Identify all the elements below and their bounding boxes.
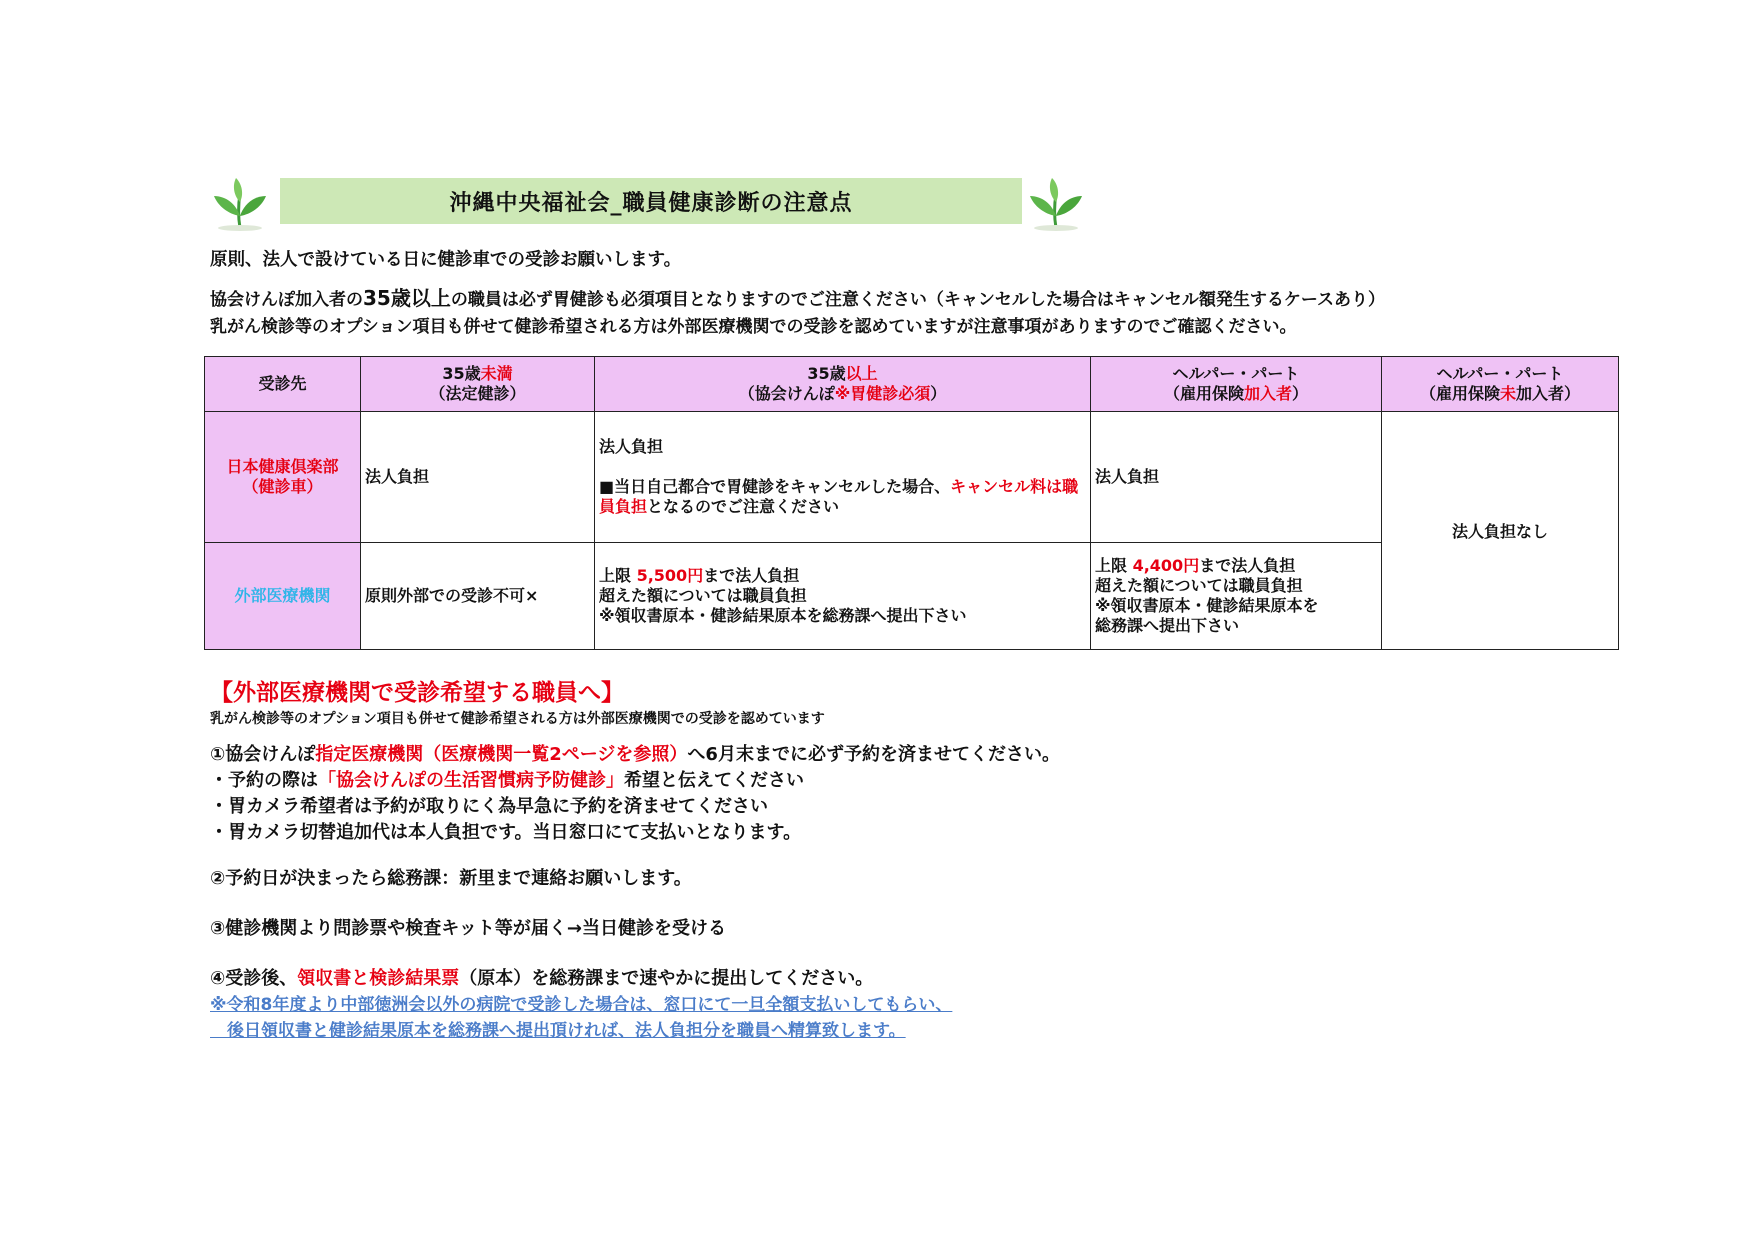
reimbursement-note-1: ※令和8年度より中部徳洲会以外の病院で受診した場合は、窓口にて一旦全額支払いしてもらい、 (210, 995, 953, 1015)
intro-line-1: 原則、法人で設けている日に健診車での受診お願いします。 (210, 250, 682, 270)
cell-over-35-club: 法人負担 ■当日自己都合で胃健診をキャンセルした場合、キャンセル料は職員負担となるのでご注意ください (595, 412, 1091, 543)
cell-over-35-external: 上限 5,500円まで法人負担 超えた額については職員負担 ※領収書原本・健診結果原本を総務課へ提出下さい (595, 543, 1091, 650)
step-4: ④受診後、領収書と検診結果票（原本）を総務課まで速やかに提出してください。 ※令和8年度より中部徳洲会以外の病院で受診した場合は、窓口にて一旦全額支払いしてもらい、 後日領収書と健診結果原本を総務課へ提出頂ければ、法人負担分を職員へ精算致します。 (210, 966, 952, 1044)
step-1: ①協会けんぽ指定医療機関（医療機関一覧2ページを参照）へ6月末までに必ず予約を済ませてください。 ・予約の際は「協会けんぽの生活習慣病予防健診」希望と伝えてください ・胃カメラ希望者は予約が取りにく為早急に予約を済ませてください ・胃カメラ切替追加代は本人負担です。当日窓口にて支払いとなります。 (210, 744, 1060, 843)
cell-under-35-external: 原則外部での受診不可× (361, 543, 595, 650)
plant-leaves-icon (208, 176, 272, 232)
plant-leaves-icon (1024, 176, 1088, 232)
section-note: 乳がん検診等のオプション項目も併せて健診希望される方は外部医療機関での受診を認めています (210, 711, 825, 727)
checkup-table (204, 356, 1619, 650)
col-over-35: 35歳以上 （協会けんぽ※胃健診必須） (595, 357, 1091, 412)
table-row (205, 412, 1619, 543)
cell-helper-insured-external: 上限 4,400円まで法人負担 超えた額については職員負担 ※領収書原本・健診結果原本を 総務課へ提出下さい (1091, 543, 1382, 650)
cell-helper-insured-club: 法人負担 (1091, 412, 1382, 543)
step-2: ②予約日が決まったら総務課：新里まで連絡お願いします。 (210, 868, 692, 889)
reimbursement-note-2: 後日領収書と健診結果原本を総務課へ提出頂ければ、法人負担分を職員へ精算致します。 (210, 1021, 906, 1041)
table-header-row (205, 357, 1619, 412)
col-helper-uninsured: ヘルパー・パート （雇用保険未加入者） (1382, 357, 1619, 412)
intro-line-2: 協会けんぽ加入者の35歳以上の職員は必ず胃健診も必須項目となりますのでご注意ください（キャンセルした場合はキャンセル額発生するケースあり） (210, 286, 1385, 310)
col-under-35: 35歳未満 （法定健診） (361, 357, 595, 412)
cell-under-35-club: 法人負担 (361, 412, 595, 543)
section-heading: 【外部医療機関で受診希望する職員へ】 (210, 680, 624, 706)
cell-helper-uninsured: 法人負担なし (1382, 412, 1619, 650)
col-helper-insured: ヘルパー・パート （雇用保険加入者） (1091, 357, 1382, 412)
row-head-health-club: 日本健康倶楽部 （健診車） (205, 412, 361, 543)
intro-line-3: 乳がん検診等のオプション項目も併せて健診希望される方は外部医療機関での受診を認めていますが注意事項がありますのでご確認ください。 (210, 317, 1297, 337)
step-3: ③健診機関より問診票や検査キット等が届く→当日健診を受ける (210, 918, 726, 939)
page-title: 沖縄中央福祉会_職員健康診断の注意点 (280, 178, 1022, 224)
col-destination: 受診先 (205, 357, 361, 412)
row-head-external: 外部医療機関 (205, 543, 361, 650)
